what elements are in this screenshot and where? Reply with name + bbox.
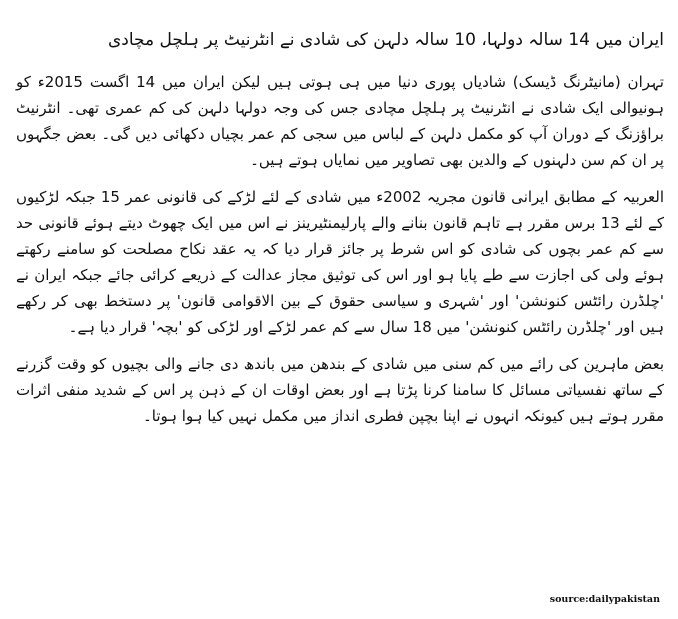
article-paragraph-1: تہران (مانیٹرنگ ڈیسک) شادیاں پوری دنیا میں ہی ہوتی ہیں لیکن ایران میں 14 اگست 2015ء کو ہونیوالی ایک شادی نے انٹرنیٹ پر ہلچل مچادی جس کی وجہ دولہا دلہن کی کم عمری تھی۔ انٹرنیٹ براؤزنگ کے دوران آپ کو مکمل دلہن کے لباس میں سجی کم عمر بچیاں دکھائی دیں گی۔ بعض جگہوں پر ان کم سن دلہنوں کے والدین بھی تصاویر میں نمایاں ہوتے ہیں۔ — [16, 73, 664, 169]
article-paragraph-3: بعض ماہرین کی رائے میں کم سنی میں شادی کے بندھن میں باندھ دی جانے والی بچیوں کو وقت گزرنے کے ساتھ نفسیاتی مسائل کا سامنا کرنا پڑتا ہے اور بعض اوقات ان کے ذہن پر اس کے شدید منفی اثرات مقرر ہوتے ہیں کیونکہ انہوں نے اپنا بچپن فطری انداز میں مکمل نہیں کیا ہوا ہوتا۔ — [16, 355, 664, 425]
article-paragraph-2: العربیہ کے مطابق ایرانی قانون مجریہ 2002ء میں شادی کے لئے لڑکے کی قانونی عمر 15 جبکہ لڑکیوں کے لئے 13 برس مقرر ہے تاہم قانون بنانے والے پارلیمنٹیرینز نے اس میں ایک چھوٹ دیتے ہوئے قانونی حد سے کم عمر بچوں کی شادی کو اس شرط پر جائز قرار دیا کہ یہ عقد نکاح مصلحت کو سامنے رکھتے ہوئے ولی کی اجازت سے طے پایا ہو اور اس کی توثیق مجاز عدالت کے ذریعے کرائی جائے جبکہ ایران نے 'چلڈرن رائٹس کنونشن' اور 'شہری و سیاسی حقوق کے بین الاقوامی قانون' پر دستخط بھی کر رکھے ہیں اور 'چلڈرن رائٹس کنونشن' میں 18 سال سے کم عمر لڑکے اور لڑکی کو 'بچہ' قرار دیا ہے۔ — [16, 188, 664, 336]
source-credit: source:dailypakistan — [549, 594, 660, 605]
article-headline: ایران میں 14 سالہ دولہا، 10 سالہ دلہن کی شادی نے انٹرنیٹ پر ہلچل مچادی — [108, 30, 664, 50]
article — [16, 28, 664, 440]
